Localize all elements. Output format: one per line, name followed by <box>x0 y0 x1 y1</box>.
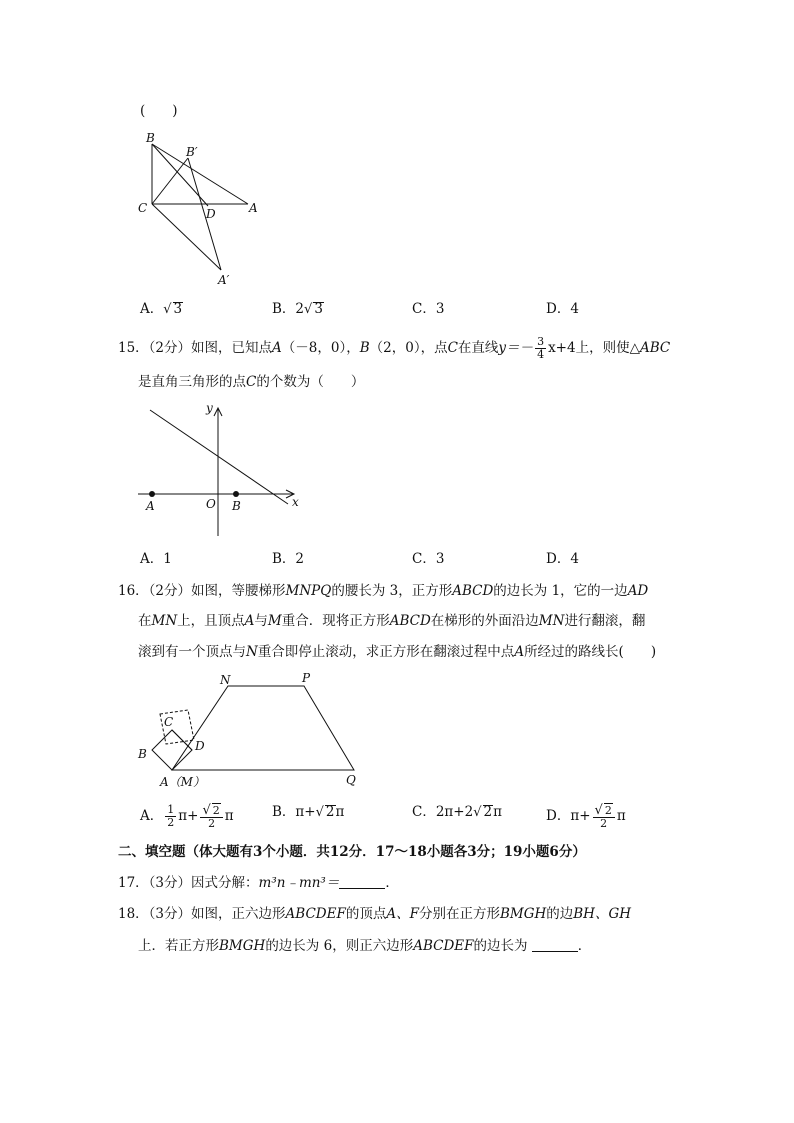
label-p: P <box>302 671 311 685</box>
q16-figure <box>132 670 372 790</box>
label-b-prime: B′ <box>186 145 198 159</box>
q14-option-c[interactable]: C．3 <box>412 301 445 317</box>
q15-figure <box>136 400 306 540</box>
label-a-prime: A′ <box>218 273 230 287</box>
section-2-title: 二、填空题（体大题有3个小题．共12分．17～18小题各3分；19小题6分） <box>118 844 586 860</box>
label-a: A <box>249 201 258 215</box>
q15-stem-line2: 是直角三角形的点C的个数为（ ） <box>138 374 365 390</box>
label-c: C <box>164 715 174 729</box>
label-x: x <box>292 495 299 509</box>
q16-option-a[interactable]: A． $\frac{1}{2}$ π+ $\frac{√ 2}{2}$ π <box>140 803 234 830</box>
line-y-eq <box>150 410 288 504</box>
q15-stem-line1: 15．（2分）如图，已知点A（－8，0），B（2，0），点C在直线y＝－ $\frac{3}{4}$ x+4上，则使△ABC <box>118 335 671 361</box>
q15-option-c[interactable]: C．3 <box>412 551 445 567</box>
point-b <box>233 491 239 497</box>
label-d: D <box>195 739 205 753</box>
label-b: B <box>146 131 155 145</box>
trapezoid-mnpq <box>172 686 354 770</box>
q15-option-a[interactable]: A．1 <box>140 551 172 567</box>
q16-stem-line1: 16．（2分）如图，等腰梯形MNPQ的腰长为 3，正方形ABCD的边长为 1，它的一边AD <box>118 583 649 599</box>
label-b: B <box>232 499 241 513</box>
q16-option-b[interactable]: B．π+√ 2π <box>272 804 345 820</box>
label-b: B <box>138 747 147 761</box>
q17-stem: 17．（3分）因式分解：m³n﹣mn³＝ ． <box>118 875 399 891</box>
q18-stem-line2: 上．若正方形BMGH的边长为 6，则正六边形ABCDEF的边长为 ． <box>138 938 592 954</box>
label-d: D <box>206 207 216 221</box>
q14-option-b[interactable]: B．2√ 3 <box>272 301 323 317</box>
square-abcd <box>152 730 192 770</box>
label-y: y <box>206 401 213 415</box>
q17-answer-blank[interactable] <box>339 874 385 889</box>
q15-option-b[interactable]: B．2 <box>272 551 305 567</box>
label-o: O <box>206 497 216 511</box>
label-a: A <box>146 499 155 513</box>
label-q: Q <box>346 773 356 787</box>
q14-figure <box>136 130 266 290</box>
q14-answer-bracket: ( ) <box>140 103 178 119</box>
q14-option-d[interactable]: D．4 <box>546 301 579 317</box>
q18-answer-blank[interactable] <box>532 937 578 952</box>
label-c: C <box>138 201 148 215</box>
q16-option-c[interactable]: C．2π+2√ 2π <box>412 804 502 820</box>
q18-stem-line1: 18．（3分）如图，正六边形ABCDEF的顶点A、F分别在正方形BMGH的边BH、GH <box>118 906 632 922</box>
q15-option-d[interactable]: D．4 <box>546 551 579 567</box>
segment-ba <box>152 144 248 204</box>
label-n: N <box>220 673 231 687</box>
segment-bpap <box>188 158 221 270</box>
q16-option-d[interactable]: D．π+ $\frac{√ 2}{2}$ π <box>546 803 626 830</box>
q14-option-a[interactable]: A．√ 3 <box>140 301 183 317</box>
q16-stem-line2: 在MN上，且顶点A与M重合．现将正方形ABCD在梯形的外面沿边MN进行翻滚，翻 <box>138 613 646 629</box>
point-a <box>149 491 155 497</box>
segment-cbp <box>152 158 188 204</box>
q16-stem-line3: 滚到有一个顶点与N重合即停止滚动，求正方形在翻滚过程中点A所经过的路线长( ) <box>138 644 657 660</box>
segment-bd <box>152 144 208 206</box>
square-diag-cd <box>172 730 192 750</box>
label-a-m: A（M） <box>160 775 205 789</box>
